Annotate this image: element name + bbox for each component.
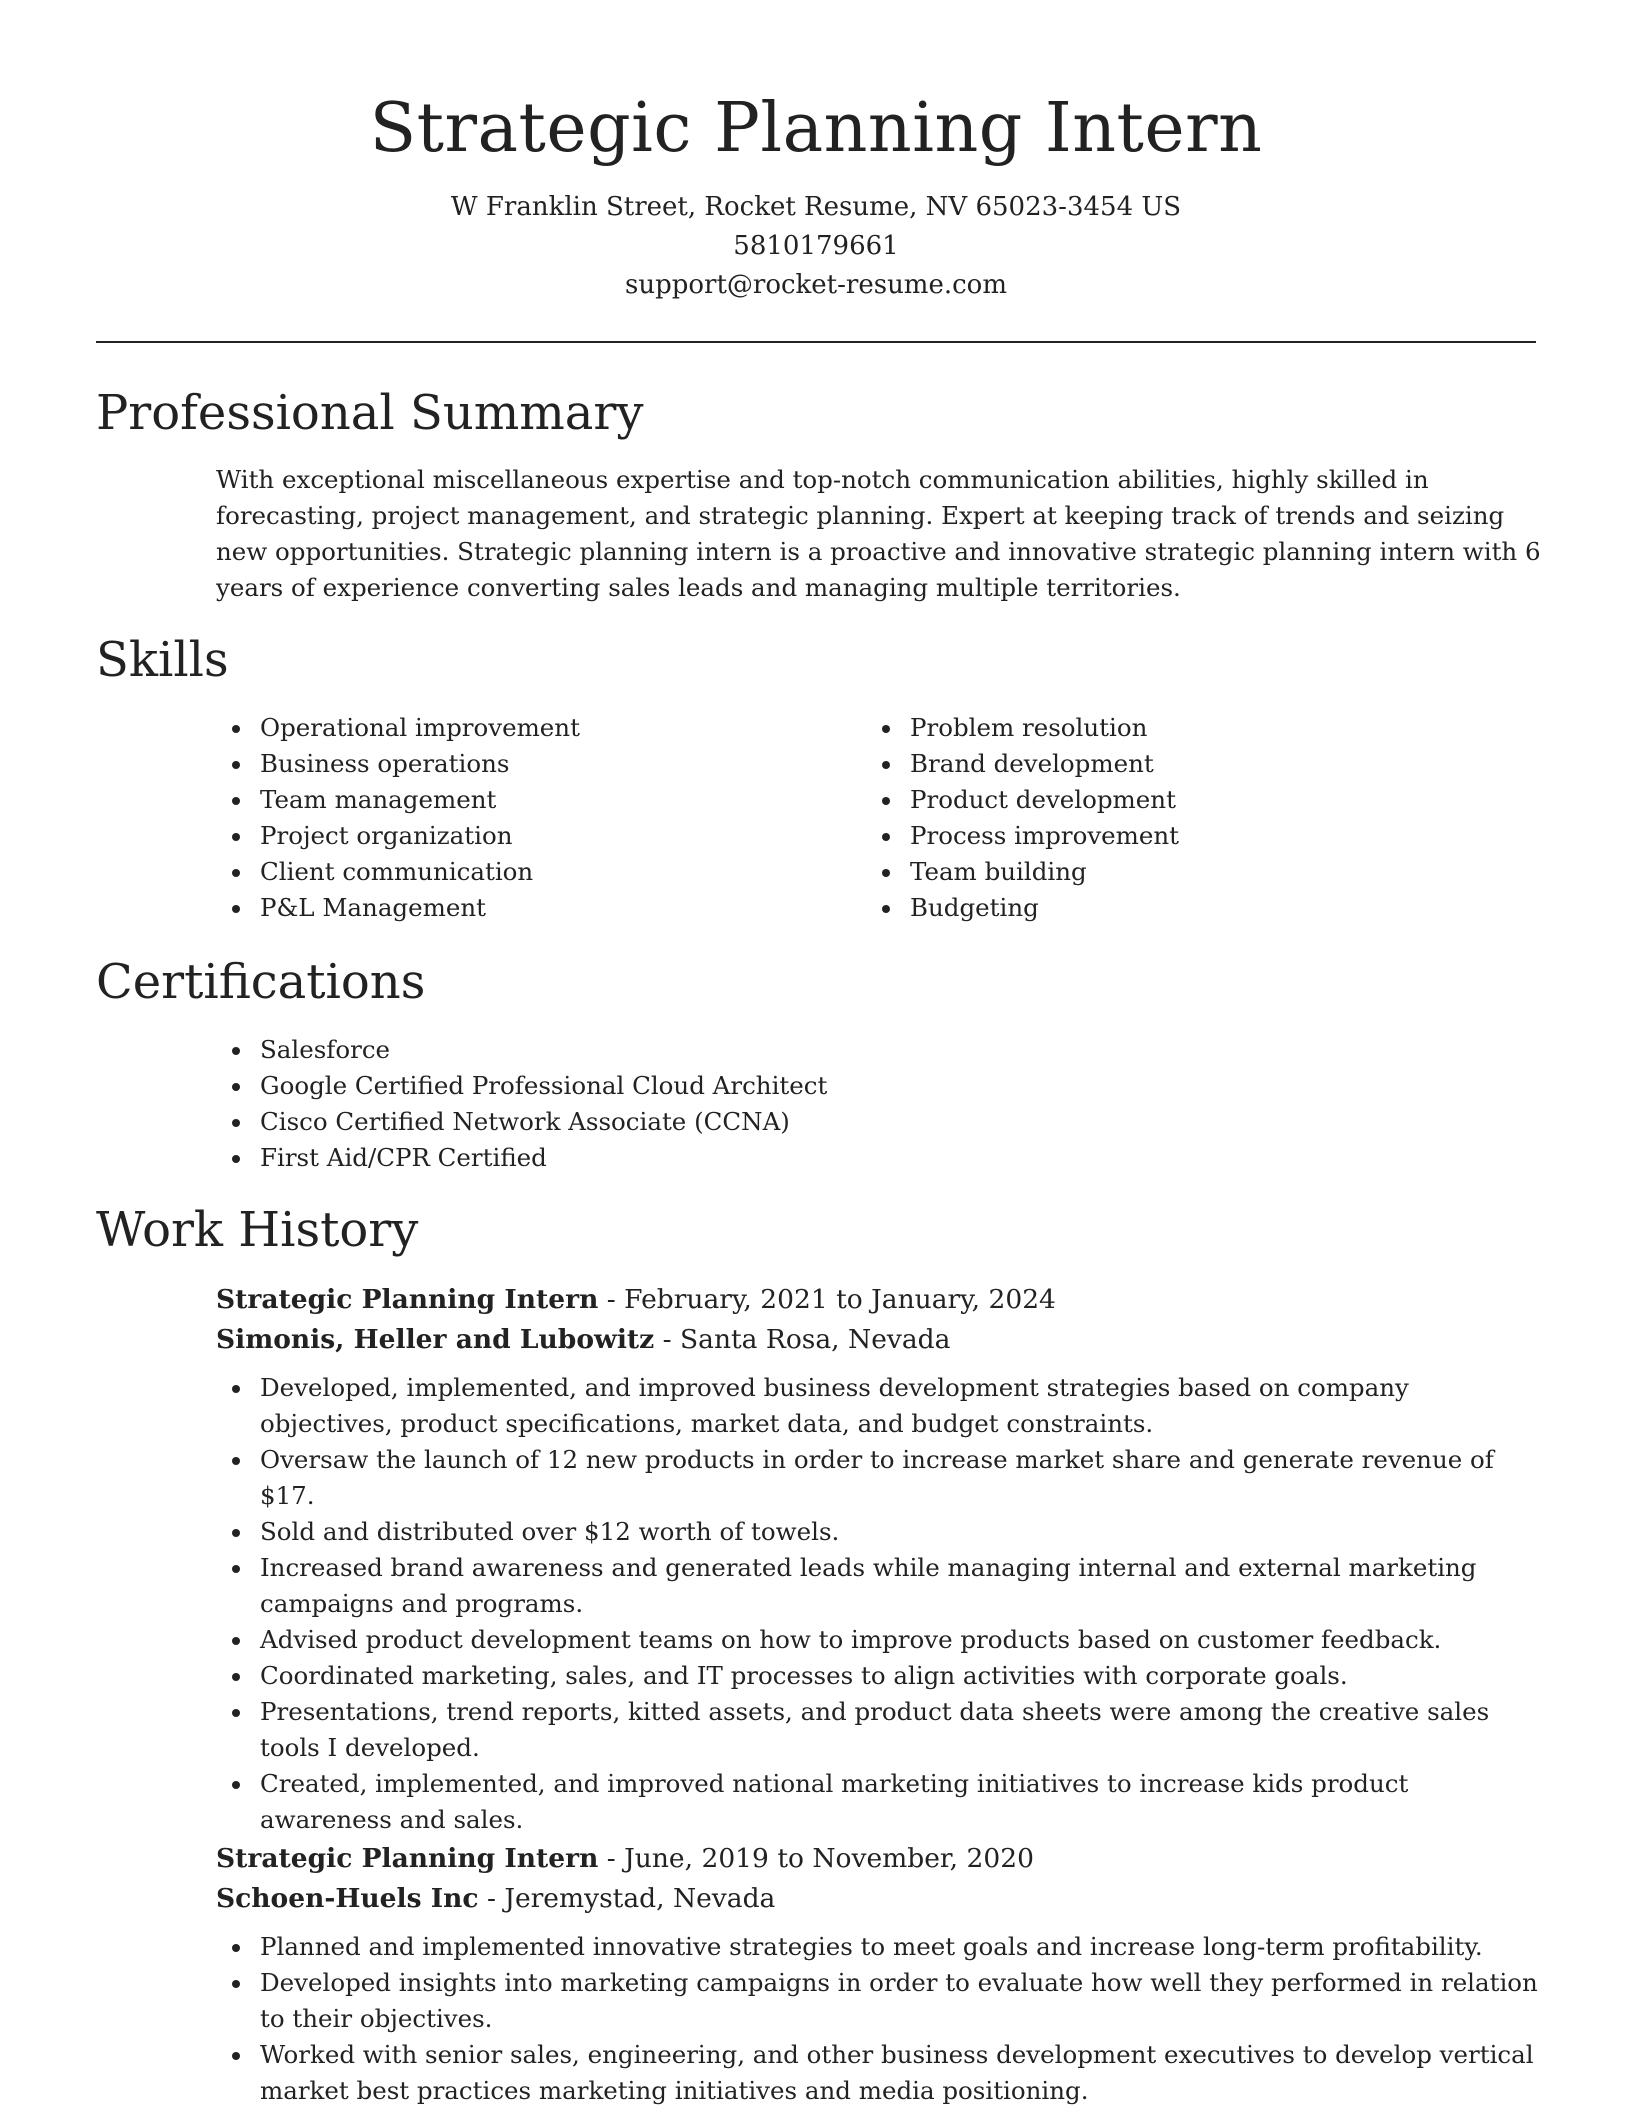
section-title-work-history: Work History [96,1202,419,1258]
section-title-skills: Skills [96,632,229,688]
skill-item: Client communication [216,854,816,890]
job-title-line [216,1839,1546,1879]
duty-item: Oversaw the launch of 12 new products in order to increase market share and generate revenue of $17. [216,1442,1546,1514]
job-title: Strategic Planning Intern [216,1284,599,1315]
job-entry [216,1839,1546,2109]
skill-item: Business operations [216,746,816,782]
skills-column-left [216,710,816,926]
skill-item: Process improvement [866,818,1466,854]
separator: - [598,1284,625,1315]
duty-item: Planned and implemented innovative strategies to meet goals and increase long-term profitability. [216,1929,1546,1965]
duty-item: Developed insights into marketing campaigns in order to evaluate how well they performed in relation to their objectives. [216,1965,1546,2037]
duty-item: Increased brand awareness and generated leads while managing internal and external marketing campaigns and programs. [216,1550,1546,1622]
certification-item: Google Certified Professional Cloud Architect [216,1068,1416,1104]
skill-item: Team management [216,782,816,818]
skill-item: Brand development [866,746,1466,782]
email-address: support@rocket-resume.com [624,270,1007,300]
skill-item: Problem resolution [866,710,1466,746]
skills-column-right [866,710,1466,926]
certification-item: Cisco Certified Network Associate (CCNA) [216,1104,1416,1140]
certifications-list [216,1032,1416,1176]
skill-item: Team building [866,854,1466,890]
separator: - [598,1843,625,1874]
job-duties [216,1370,1546,1838]
company-location: Santa Rosa, Nevada [679,1324,951,1355]
duty-item: Advised product development teams on how to improve products based on customer feedback. [216,1622,1546,1658]
separator: - [654,1324,680,1355]
job-title: Strategic Planning Intern [216,1843,599,1874]
job-entry [216,1280,1546,1838]
skill-item: Operational improvement [216,710,816,746]
header-divider [96,341,1536,343]
section-title-certifications: Certifications [96,954,426,1010]
contact-info [96,188,1536,305]
separator: - [478,1883,505,1914]
certification-item: First Aid/CPR Certified [216,1140,1416,1176]
company-name: Schoen-Huels Inc [216,1883,479,1914]
address: W Franklin Street, Rocket Resume, NV 65023-3454 US [450,192,1182,222]
section-title-summary: Professional Summary [96,385,644,441]
phone-number: 5810179661 [733,231,899,261]
duty-item: Created, implemented, and improved national marketing initiatives to increase kids product awareness and sales. [216,1766,1546,1838]
duty-item: Presentations, trend reports, kitted assets, and product data sheets were among the creative sales tools I developed. [216,1694,1546,1766]
duty-item: Sold and distributed over $12 worth of towels. [216,1514,1546,1550]
job-title-line [216,1280,1546,1320]
job-duties [216,1929,1546,2109]
company-line [216,1879,1546,1919]
job-dates: February, 2021 to January, 2024 [624,1284,1056,1315]
job-dates: June, 2019 to November, 2020 [624,1843,1034,1874]
resume-header [96,84,1536,305]
summary-text: With exceptional miscellaneous expertise and top-notch communication abilities, highly skilled in forecasting, project management, and strategic planning. Expert at keeping track of trends and seizing new opportunities. Strategic planning intern is a proactive and innovative strategic planning intern with 6 years of experience converting sales leads and managing multiple territories. [216,465,1541,602]
company-line [216,1320,1546,1360]
skill-item: Budgeting [866,890,1466,926]
skill-item: Product development [866,782,1466,818]
duty-item: Coordinated marketing, sales, and IT processes to align activities with corporate goals. [216,1658,1546,1694]
skill-item: Project organization [216,818,816,854]
company-name: Simonis, Heller and Lubowitz [216,1324,655,1355]
duty-item: Worked with senior sales, engineering, and other business development executives to develop vertical market best practices marketing initiatives and media positioning. [216,2037,1546,2109]
candidate-name: Strategic Planning Intern [369,89,1263,168]
skill-item: P&L Management [216,890,816,926]
duty-item: Developed, implemented, and improved business development strategies based on company objectives, product specifications, market data, and budget constraints. [216,1370,1546,1442]
certification-item: Salesforce [216,1032,1416,1068]
company-location: Jeremystad, Nevada [504,1883,776,1914]
